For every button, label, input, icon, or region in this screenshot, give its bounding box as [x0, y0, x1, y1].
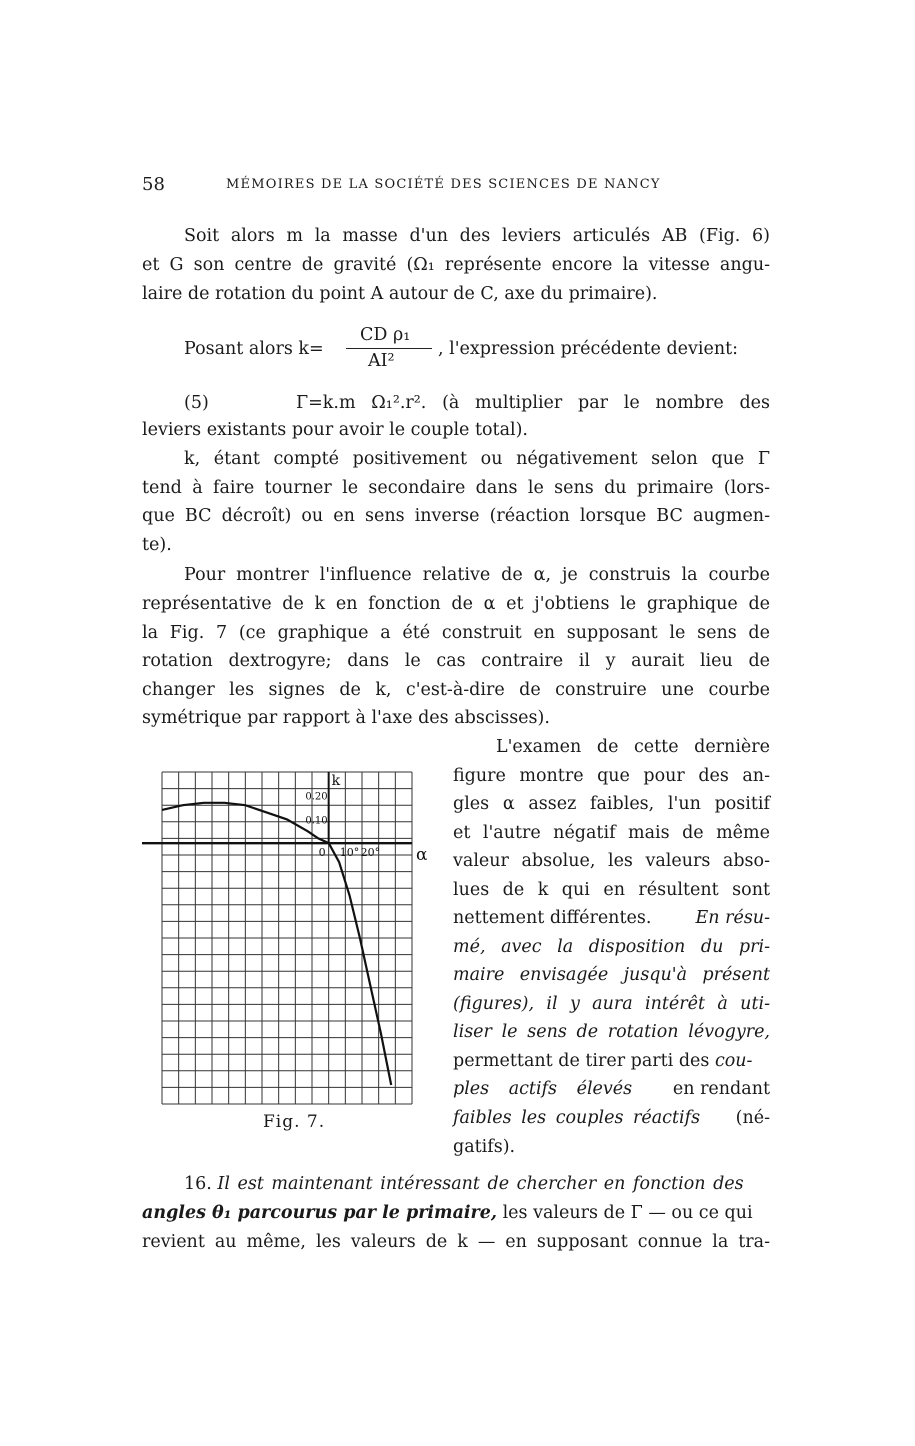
text-line: que BC décroît) ou en sens inverse (réaction lorsque BC augmen-: [142, 506, 770, 526]
text-line: et G son centre de gravité (Ω₁ représente encore la vitesse angu-: [142, 255, 770, 275]
text-line: [453, 908, 770, 928]
fraction: [346, 325, 432, 375]
text-run: (né-: [735, 1108, 770, 1128]
y-tick-label: 0.20: [305, 791, 328, 803]
curve-series-line: [162, 803, 391, 1085]
text-line: [453, 1051, 770, 1071]
text-line: Soit alors m la masse d'un des leviers articulés AB (Fig. 6): [184, 226, 770, 246]
text-line: la Fig. 7 (ce graphique a été construit en supposant le sens de: [142, 623, 770, 643]
text-run: nettement différentes.: [453, 908, 652, 928]
equation-text: Γ=k.m Ω₁².r². (à multiplier par le nombre des: [296, 393, 770, 413]
text-line: k, étant compté positivement ou négativement selon que Γ: [184, 449, 770, 469]
text-line: [184, 1174, 770, 1194]
italic-run: angles θ₁ parcourus par le primaire,: [142, 1203, 498, 1223]
text-line: leviers existants pour avoir le couple total).: [142, 420, 528, 440]
section-number: 16.: [184, 1174, 212, 1194]
figure-caption: Fig. 7.: [263, 1112, 326, 1132]
page-number: 58: [142, 174, 165, 195]
italic-run: faibles les couples réactifs: [453, 1108, 701, 1128]
text-line: tend à faire tourner le secondaire dans le sens du primaire (lors-: [142, 478, 770, 498]
text-line: Pour montrer l'influence relative de α, je construis la courbe: [184, 565, 770, 585]
text-line: gles α assez faibles, l'un positif: [453, 794, 770, 814]
text-line: [142, 1203, 770, 1223]
text-line: valeur absolue, les valeurs abso-: [453, 851, 770, 871]
fraction-numerator: CD ρ₁: [360, 325, 411, 345]
posant-continuation: , l'expression précédente devient:: [438, 339, 739, 359]
italic-line: (figures), il y aura intérêt à uti-: [453, 994, 770, 1014]
x-tick-label: 0: [318, 846, 326, 860]
text-line: laire de rotation du point A autour de C, axe du primaire).: [142, 284, 658, 304]
italic-run: cou-: [714, 1051, 753, 1071]
y-tick-label: 0.10: [305, 815, 328, 827]
fraction-bar: [346, 348, 432, 349]
text-line: gatifs).: [453, 1137, 516, 1157]
fraction-denominator: AI²: [368, 351, 395, 371]
text-line: symétrique par rapport à l'axe des abscisses).: [142, 708, 550, 728]
italic-run: Il est maintenant intéressant de chercher en fonction des: [217, 1174, 744, 1194]
text-line: revient au même, les valeurs de k — en supposant connue la tra-: [142, 1232, 770, 1252]
text-line: représentative de k en fonction de α et j'obtiens le graphique de: [142, 594, 770, 614]
text-line: figure montre que pour des an-: [453, 766, 770, 786]
text-line: rotation dextrogyre; dans le cas contraire il y aurait lieu de: [142, 651, 770, 671]
page-header: [142, 174, 772, 198]
text-run: les valeurs de Γ — ou ce qui: [497, 1203, 753, 1223]
italic-line: liser le sens de rotation lévogyre,: [453, 1022, 770, 1042]
text-line: L'examen de cette dernière: [496, 737, 770, 757]
posant-text: Posant alors k=: [184, 339, 324, 359]
x-tick-label: 20°: [360, 846, 381, 860]
text-line: lues de k qui en résultent sont: [453, 880, 770, 900]
text-line: et l'autre négatif mais de même: [453, 823, 770, 843]
text-run: en rendant: [672, 1079, 770, 1099]
text-line: [453, 1079, 770, 1099]
y-axis-label: k: [331, 773, 341, 789]
text-line: changer les signes de k, c'est-à-dire de construire une courbe: [142, 680, 770, 700]
text-run: permettant de tirer parti des: [453, 1051, 715, 1071]
x-tick-label: 10°: [339, 846, 360, 860]
running-title: MÉMOIRES DE LA SOCIÉTÉ DES SCIENCES DE NANCY: [226, 177, 661, 192]
italic-line: mé, avec la disposition du pri-: [453, 937, 770, 957]
italic-run: ples actifs élevés: [453, 1079, 633, 1099]
text-line: te).: [142, 535, 172, 555]
equation-number: (5): [184, 393, 209, 413]
figure-7-chart: [142, 768, 440, 1113]
text-line: [453, 1108, 770, 1128]
italic-line: maire envisagée jusqu'à présent: [453, 965, 770, 985]
italic-run: En résu-: [695, 908, 770, 928]
x-axis-label: α: [416, 845, 428, 866]
